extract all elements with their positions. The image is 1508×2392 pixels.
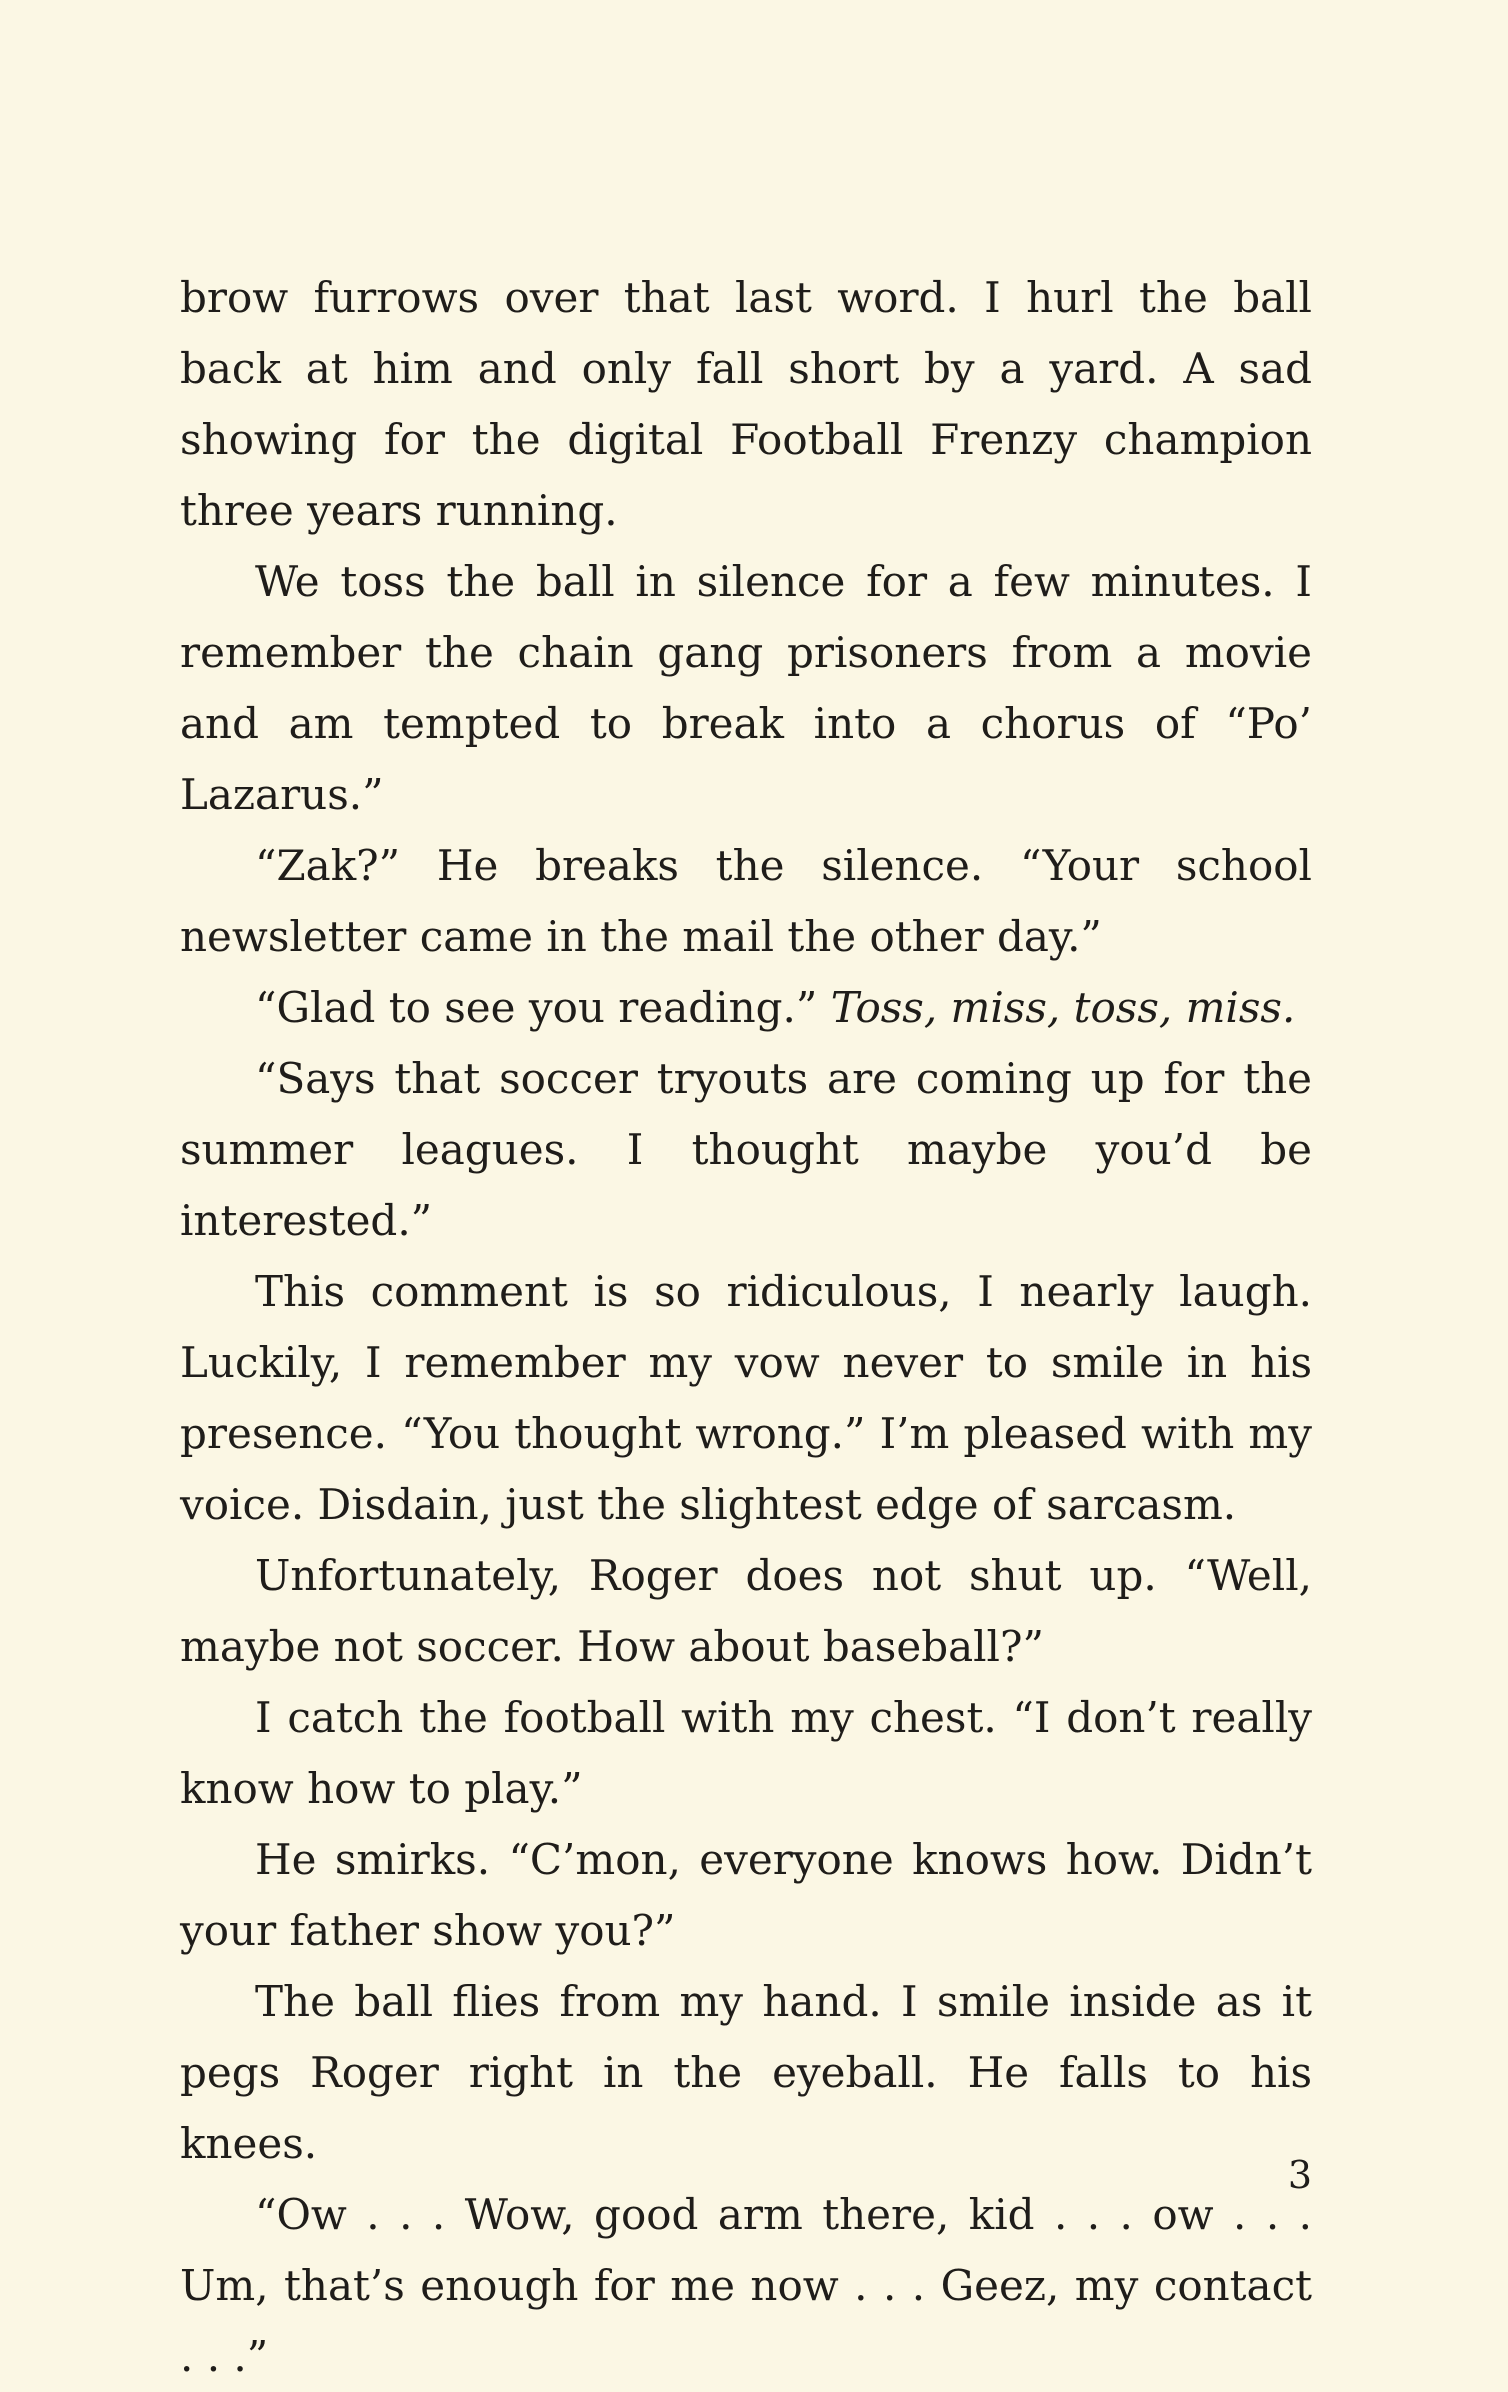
paragraph-11: “Ow . . . Wow, good arm there, kid . . . ow . . . Um, that’s enough for me now . . . Geez, my contact . . .” <box>180 2190 1312 2381</box>
paragraph-9: He smirks. “C’mon, everyone knows how. Didn’t your father show you?” <box>180 1835 1312 1955</box>
paragraph-4-text: “Glad to see you reading.” <box>255 983 831 1032</box>
paragraph-5: “Says that soccer tryouts are coming up for the summer leagues. I thought maybe you’d be interested.” <box>180 1054 1312 1245</box>
paragraph-7: Unfortunately, Roger does not shut up. “Well, maybe not soccer. How about baseball?” <box>180 1551 1312 1671</box>
page-body-text <box>180 262 1312 2392</box>
paragraph-3: “Zak?” He breaks the silence. “Your school newsletter came in the mail the other day.” <box>180 841 1312 961</box>
page-number: 3 <box>1287 2153 1312 2197</box>
paragraph-10: The ball flies from my hand. I smile inside as it pegs Roger right in the eyeball. He falls to his knees. <box>180 1977 1312 2168</box>
paragraph-8: I catch the football with my chest. “I don’t really know how to play.” <box>180 1693 1312 1813</box>
paragraph-1: brow furrows over that last word. I hurl the ball back at him and only fall short by a yard. A sad showing for the digital Football Frenzy champion three years running. <box>180 273 1312 535</box>
paragraph-4 <box>180 972 1312 1043</box>
paragraph-2: We toss the ball in silence for a few minutes. I remember the chain gang prisoners from a movie and am tempted to break into a chorus of “Po’ Lazarus.” <box>180 557 1312 819</box>
paragraph-4-italic: Toss, miss, toss, miss. <box>830 983 1296 1032</box>
paragraph-6: This comment is so ridiculous, I nearly laugh. Luckily, I remember my vow never to smile in his presence. “You thought wrong.” I’m pleased with my voice. Disdain, just the slightest edge of sarcasm. <box>180 1267 1312 1529</box>
